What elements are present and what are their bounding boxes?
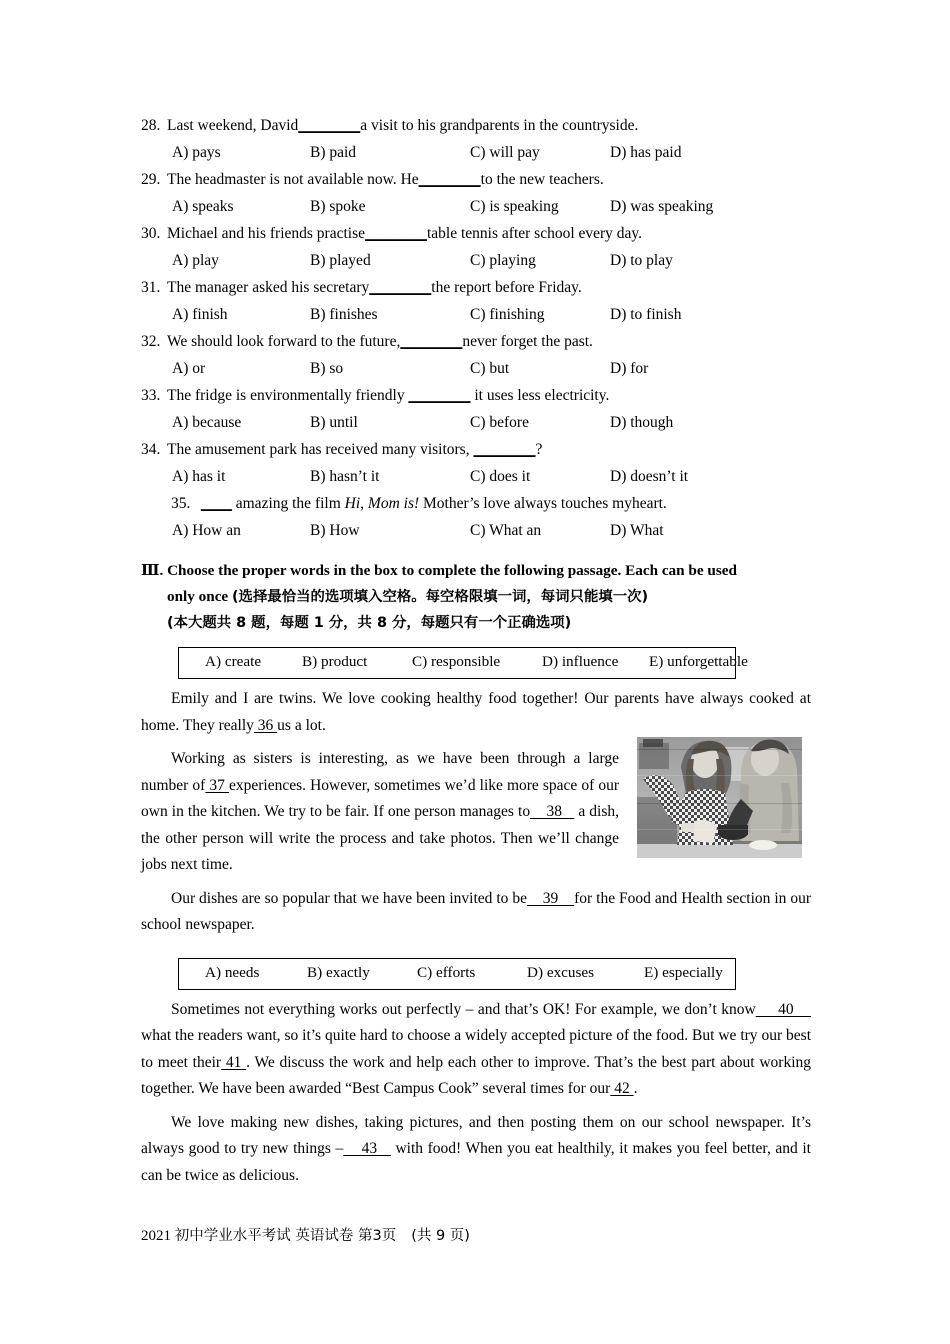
- word-option-c[interactable]: C) efforts: [417, 963, 476, 981]
- question-33: [141, 382, 811, 436]
- answer-blank-41[interactable]: 41: [221, 1053, 247, 1071]
- option-d[interactable]: D) for: [610, 360, 649, 377]
- question-35: [141, 490, 811, 544]
- film-title: Hi, Mom is!: [344, 495, 420, 512]
- option-c[interactable]: C) is speaking: [470, 198, 559, 215]
- section-heading: [141, 558, 813, 636]
- paragraph-text: We love making new dishes, taking pictures, and then posting them on our school newspaper. It’s always good to try new things –: [141, 1113, 811, 1157]
- section-heading-line-3: (本大题共 8 题，每题 1 分，共 8 分，每题只有一个正确选项): [167, 615, 572, 631]
- paragraph-text: us a lot.: [277, 716, 326, 734]
- photo-graphic: [637, 737, 802, 858]
- word-option-b[interactable]: B) exactly: [307, 963, 370, 981]
- passage-paragraph-2: [141, 746, 619, 879]
- answer-blank-36[interactable]: 36: [253, 716, 278, 734]
- option-d[interactable]: D) What: [610, 522, 664, 539]
- section-heading-line-2: [141, 584, 813, 610]
- paragraph-text: Sometimes not everything works out perfectly – and that’s OK! For example, we don’t know: [171, 1000, 756, 1018]
- option-b[interactable]: B) How: [310, 522, 360, 539]
- question-stem: [141, 220, 811, 247]
- question-29: [141, 166, 811, 220]
- option-b[interactable]: B) finishes: [310, 306, 378, 323]
- word-option-e[interactable]: E) especially: [644, 963, 723, 981]
- option-b[interactable]: B) spoke: [310, 198, 366, 215]
- question-31: [141, 274, 811, 328]
- passage-paragraph-4: [141, 997, 811, 1103]
- word-option-b[interactable]: B) product: [302, 653, 368, 670]
- option-a[interactable]: A) finish: [172, 306, 228, 323]
- option-a[interactable]: A) or: [172, 360, 206, 377]
- answer-blank-43[interactable]: 43: [343, 1140, 391, 1157]
- section-numeral: Ⅲ.: [141, 562, 164, 579]
- question-options: [141, 517, 811, 544]
- question-30: [141, 220, 811, 274]
- option-a[interactable]: A) How an: [172, 522, 241, 539]
- question-number: 30.: [141, 225, 161, 242]
- section-heading-line-1: [141, 558, 813, 584]
- option-d[interactable]: D) though: [610, 414, 674, 431]
- question-number: 34.: [141, 441, 161, 458]
- question-32: [141, 328, 811, 382]
- footer-year: 2021: [141, 1228, 171, 1244]
- stem-text-before: The amusement park has received many visitors,: [167, 441, 474, 458]
- option-c[interactable]: C) does it: [470, 468, 531, 485]
- option-a[interactable]: A) play: [172, 252, 219, 269]
- answer-blank[interactable]: ________: [473, 441, 536, 458]
- option-c[interactable]: C) finishing: [470, 306, 545, 323]
- question-options: [141, 355, 811, 382]
- option-b[interactable]: B) played: [310, 252, 371, 269]
- option-d[interactable]: D) has paid: [610, 144, 682, 161]
- question-number: 28.: [141, 117, 161, 134]
- paragraph-text: for the Food and Health section in our school newspaper.: [141, 889, 812, 933]
- answer-blank[interactable]: ________: [408, 387, 471, 404]
- option-c[interactable]: C) but: [470, 360, 510, 377]
- word-option-a[interactable]: A) create: [205, 653, 262, 670]
- footer-exam-title: 初中学业水平考试 英语试卷 第3页: [174, 1228, 397, 1244]
- answer-blank[interactable]: ________: [369, 279, 432, 296]
- word-box-2: [178, 958, 736, 990]
- stem-text-before: Last weekend, David: [167, 117, 299, 134]
- option-d[interactable]: D) to finish: [610, 306, 682, 323]
- question-options: [141, 247, 811, 274]
- answer-blank[interactable]: ________: [400, 333, 463, 350]
- option-a[interactable]: A) speaks: [172, 198, 234, 215]
- question-stem: [141, 274, 811, 301]
- word-option-e[interactable]: E) unforgettable: [649, 653, 748, 670]
- stem-text-after: to the new teachers.: [480, 171, 604, 188]
- question-28: [141, 112, 811, 166]
- stem-text-tail: Mother’s love always touches myheart.: [419, 495, 667, 512]
- stem-text-after: table tennis after school every day.: [427, 225, 643, 242]
- question-stem: [141, 490, 811, 517]
- question-number: 32.: [141, 333, 161, 350]
- paragraph-text: with food! When you eat healthily, it makes you feel better, and it can be twice as delicious.: [141, 1140, 811, 1184]
- word-option-d[interactable]: D) influence: [542, 653, 619, 670]
- answer-blank[interactable]: ________: [298, 117, 361, 134]
- answer-blank[interactable]: ____: [200, 495, 232, 512]
- answer-blank-37[interactable]: 37: [205, 776, 229, 794]
- option-d[interactable]: D) was speaking: [610, 198, 714, 215]
- question-options: [141, 193, 811, 220]
- question-number: 33.: [141, 387, 161, 404]
- paragraph-text: Working as sisters is interesting, as we have been through a large number of: [141, 750, 619, 794]
- option-d[interactable]: D) doesn’t it: [610, 468, 689, 485]
- two-people-cooking-photo: [637, 737, 802, 858]
- section-heading-en: only once: [167, 588, 232, 605]
- page-footer: [141, 1224, 470, 1245]
- section-heading-text: Choose the proper words in the box to complete the following passage. Each can be used: [167, 562, 737, 579]
- question-stem: [141, 166, 811, 193]
- paragraph-text: Our dishes are so popular that we have been invited to be: [171, 889, 527, 907]
- page-content: [141, 112, 811, 1189]
- answer-blank-40[interactable]: 40: [755, 1000, 812, 1018]
- option-b[interactable]: B) until: [310, 414, 358, 431]
- question-stem: [141, 112, 811, 139]
- answer-blank[interactable]: ________: [418, 171, 481, 188]
- question-options: [141, 301, 811, 328]
- stem-text-before: The fridge is environmentally friendly: [167, 387, 409, 404]
- section-heading-cn: (选择最恰当的选项填入空格。每空格限填一词，每词只能填一次): [231, 589, 649, 605]
- word-option-d[interactable]: D) excuses: [527, 963, 595, 981]
- option-c[interactable]: C) before: [470, 414, 529, 431]
- paragraph-text: a dish, the other person will write the process and take photos. Then we’ll change jobs next time.: [141, 803, 620, 873]
- footer-page-count: (共 9 页): [411, 1228, 470, 1244]
- question-options: [141, 139, 811, 166]
- question-options: [141, 409, 811, 436]
- paragraph-text: Emily and I are twins. We love cooking healthy food together! Our parents have always cooked at home. They really: [141, 690, 811, 734]
- word-box-1: [178, 647, 748, 679]
- option-c[interactable]: C) playing: [470, 252, 536, 269]
- question-stem: [141, 328, 811, 355]
- stem-text-before: Michael and his friends practise: [167, 225, 365, 242]
- stem-text-after: ?: [535, 441, 543, 458]
- answer-blank-38[interactable]: 38: [530, 803, 575, 820]
- question-stem: [141, 382, 811, 409]
- question-number: 35.: [171, 495, 191, 512]
- stem-text-before: We should look forward to the future,: [167, 333, 401, 350]
- stem-text-after: it uses less electricity.: [470, 387, 610, 404]
- word-option-a[interactable]: A) needs: [205, 963, 260, 981]
- stem-text-before: The headmaster is not available now. He: [167, 171, 419, 188]
- paragraph-text: what the readers want, so it’s quite hard to choose a widely accepted picture of the food. But we try our best to meet their: [141, 1027, 811, 1071]
- passage-paragraph-3: [141, 886, 811, 939]
- passage-paragraph-5: [141, 1110, 811, 1190]
- answer-blank-39[interactable]: 39: [526, 889, 575, 907]
- paragraph-text: . We discuss the work and help each other to improve. That’s the best part about working together. We have been awarded “Best Campus Cook” several times for our: [141, 1053, 812, 1097]
- answer-blank-42[interactable]: 42: [610, 1080, 634, 1097]
- option-b[interactable]: B) hasn’t it: [310, 468, 380, 485]
- option-c[interactable]: C) will pay: [470, 144, 540, 161]
- question-number: 31.: [141, 279, 161, 296]
- answer-blank[interactable]: ________: [365, 225, 427, 242]
- paragraph-text: experiences. However, sometimes we’d like more space of our own in the kitchen. We try to be fair. If one person manages to: [141, 776, 619, 820]
- stem-text-after: the report before Friday.: [431, 279, 582, 296]
- word-option-c[interactable]: C) responsible: [412, 653, 501, 670]
- stem-text-after: amazing the film: [231, 495, 345, 512]
- stem-text-before: The manager asked his secretary: [167, 279, 370, 296]
- paragraph-text: .: [633, 1080, 638, 1097]
- stem-text-after: never forget the past.: [462, 333, 593, 350]
- question-stem: [141, 436, 811, 463]
- option-a[interactable]: A) has it: [172, 468, 226, 485]
- stem-text-after: a visit to his grandparents in the countryside.: [360, 117, 639, 134]
- option-c[interactable]: C) What an: [470, 522, 542, 539]
- option-a[interactable]: A) because: [172, 414, 242, 431]
- question-34: [141, 436, 811, 490]
- option-d[interactable]: D) to play: [610, 252, 673, 269]
- question-options: [141, 463, 811, 490]
- passage-paragraph-1: [141, 686, 811, 739]
- option-a[interactable]: A) pays: [172, 144, 221, 161]
- question-number: 29.: [141, 171, 161, 188]
- option-b[interactable]: B) so: [310, 360, 344, 377]
- option-b[interactable]: B) paid: [310, 144, 357, 161]
